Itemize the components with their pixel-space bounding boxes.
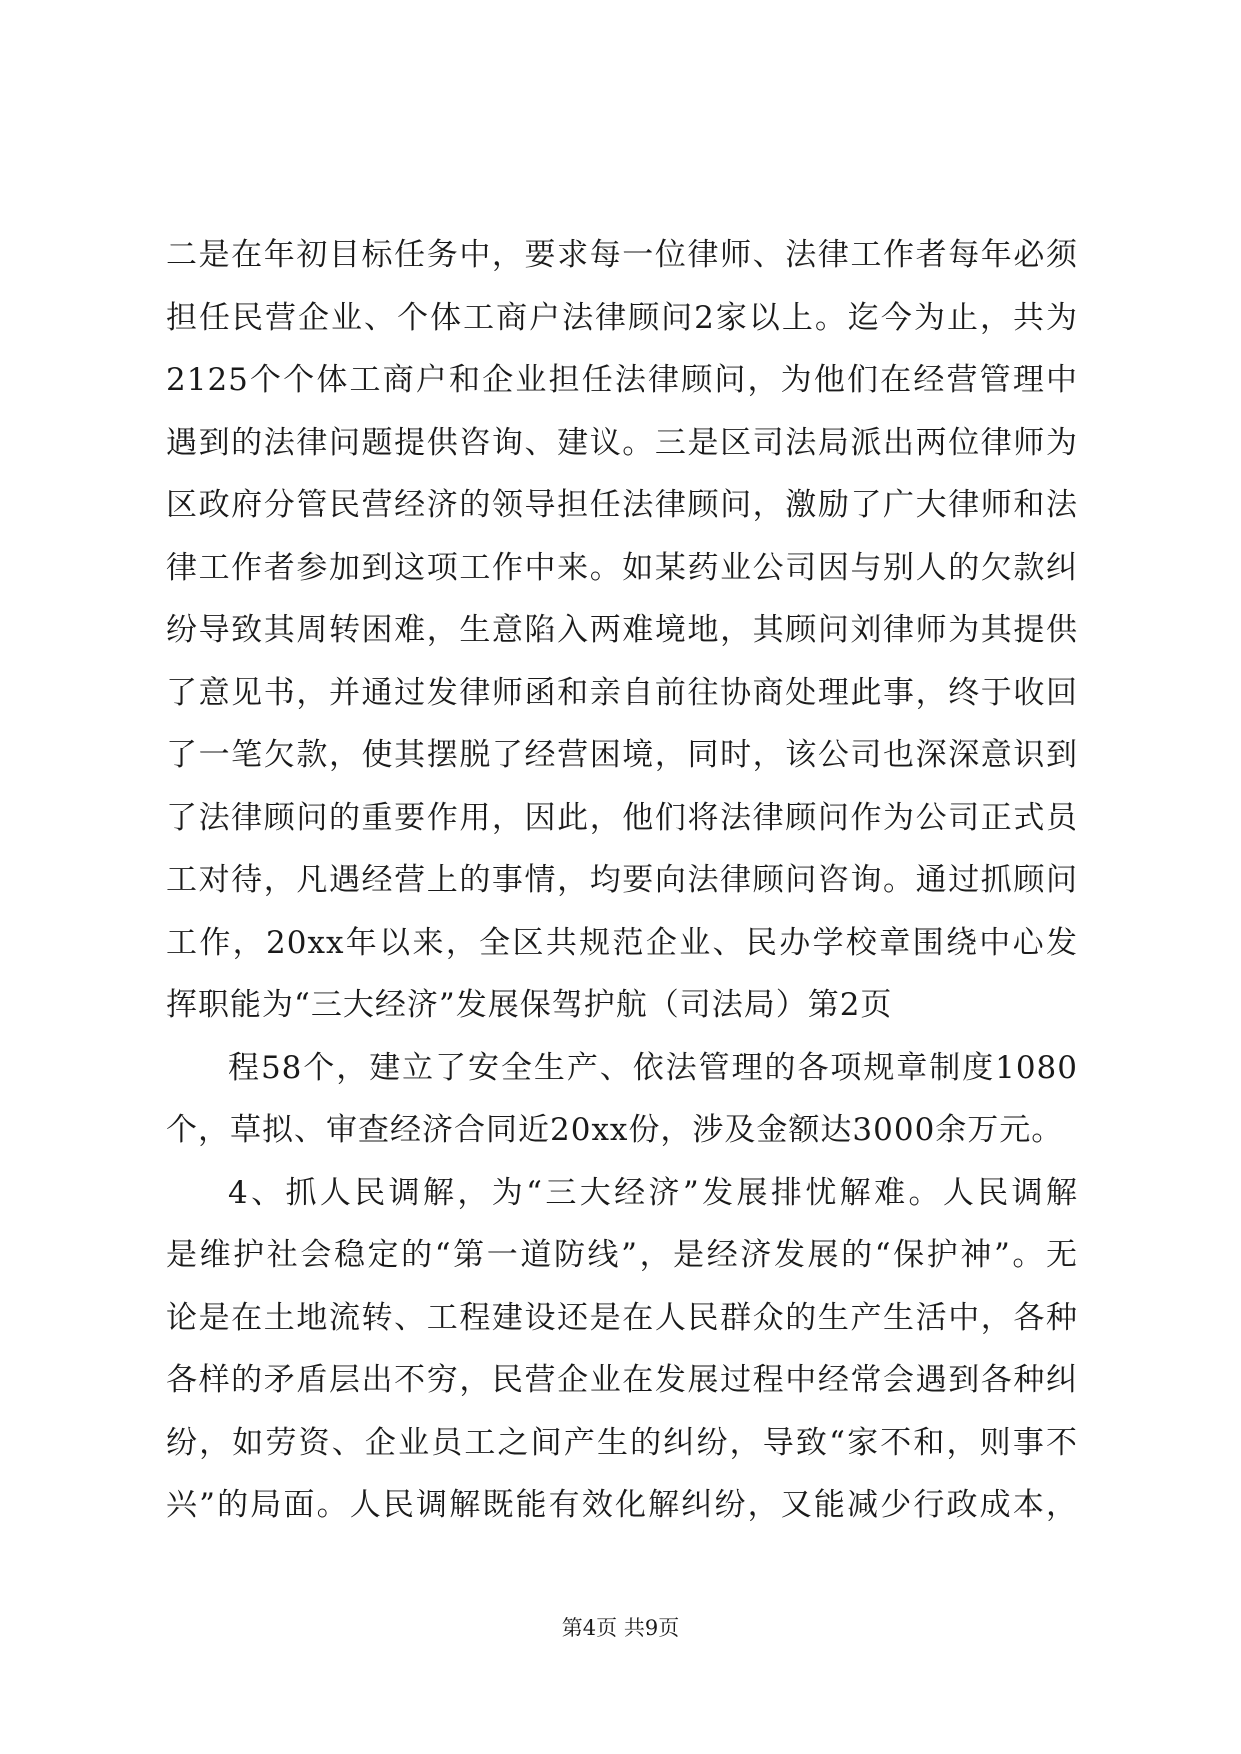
paragraph-1-line: 担任民营企业、个体工商户法律顾问2家以上。迄今为止，共为 [166, 299, 1078, 336]
paragraph-3-line: 4、抓人民调解，为“三大经济”发展排忧解难。人民调解 [228, 1174, 1078, 1211]
paragraph-3-line: 兴”的局面。人民调解既能有效化解纠纷，又能减少行政成本， [166, 1487, 1078, 1523]
paragraph-1-line: 律工作者参加到这项工作中来。如某药业公司因与别人的欠款纠 [166, 549, 1078, 586]
paragraph-1-line: 了一笔欠款，使其摆脱了经营困境，同时，该公司也深深意识到 [166, 737, 1078, 773]
paragraph-3-line: 是维护社会稳定的“第一道防线”，是经济发展的“保护神”。无 [166, 1237, 1078, 1273]
paragraph-1-line: 挥职能为“三大经济”发展保驾护航（司法局）第2页 [166, 987, 893, 1023]
paragraph-1-line: 工作，20xx年以来，全区共规范企业、民办学校章围绕中心发 [166, 924, 1078, 961]
paragraph-2-line: 程58个，建立了安全生产、依法管理的各项规章制度1080 [228, 1049, 1078, 1086]
paragraph-1-line: 2125个个体工商户和企业担任法律顾问，为他们在经营管理中 [166, 362, 1078, 398]
paragraph-1-line: 二是在年初目标任务中，要求每一位律师、法律工作者每年必须 [166, 237, 1078, 273]
paragraph-3-line: 论是在土地流转、工程建设还是在人民群众的生产生活中，各种 [166, 1299, 1078, 1336]
paragraph-3-line: 纷，如劳资、企业员工之间产生的纠纷，导致“家不和，则事不 [166, 1424, 1078, 1461]
paragraph-3-line: 各样的矛盾层出不穷，民营企业在发展过程中经常会遇到各种纠 [166, 1362, 1078, 1398]
paragraph-1-line: 纷导致其周转困难，生意陷入两难境地，其顾问刘律师为其提供 [166, 612, 1078, 648]
paragraph-1-line: 了意见书，并通过发律师函和亲自前往协商处理此事，终于收回 [166, 674, 1078, 711]
paragraph-1-line: 了法律顾问的重要作用，因此，他们将法律顾问作为公司正式员 [166, 799, 1078, 836]
paragraph-1-line: 区政府分管民营经济的领导担任法律顾问，激励了广大律师和法 [166, 487, 1078, 523]
paragraph-1-line: 遇到的法律问题提供咨询、建议。三是区司法局派出两位律师为 [166, 424, 1078, 461]
paragraph-2-line: 个，草拟、审查经济合同近20xx份，涉及金额达3000余万元。 [166, 1112, 1064, 1148]
paragraph-1-line: 工对待，凡遇经营上的事情，均要向法律顾问咨询。通过抓顾问 [166, 862, 1078, 898]
document-body [166, 224, 1078, 1537]
page-footer: 第4页 共9页 [561, 1616, 680, 1640]
